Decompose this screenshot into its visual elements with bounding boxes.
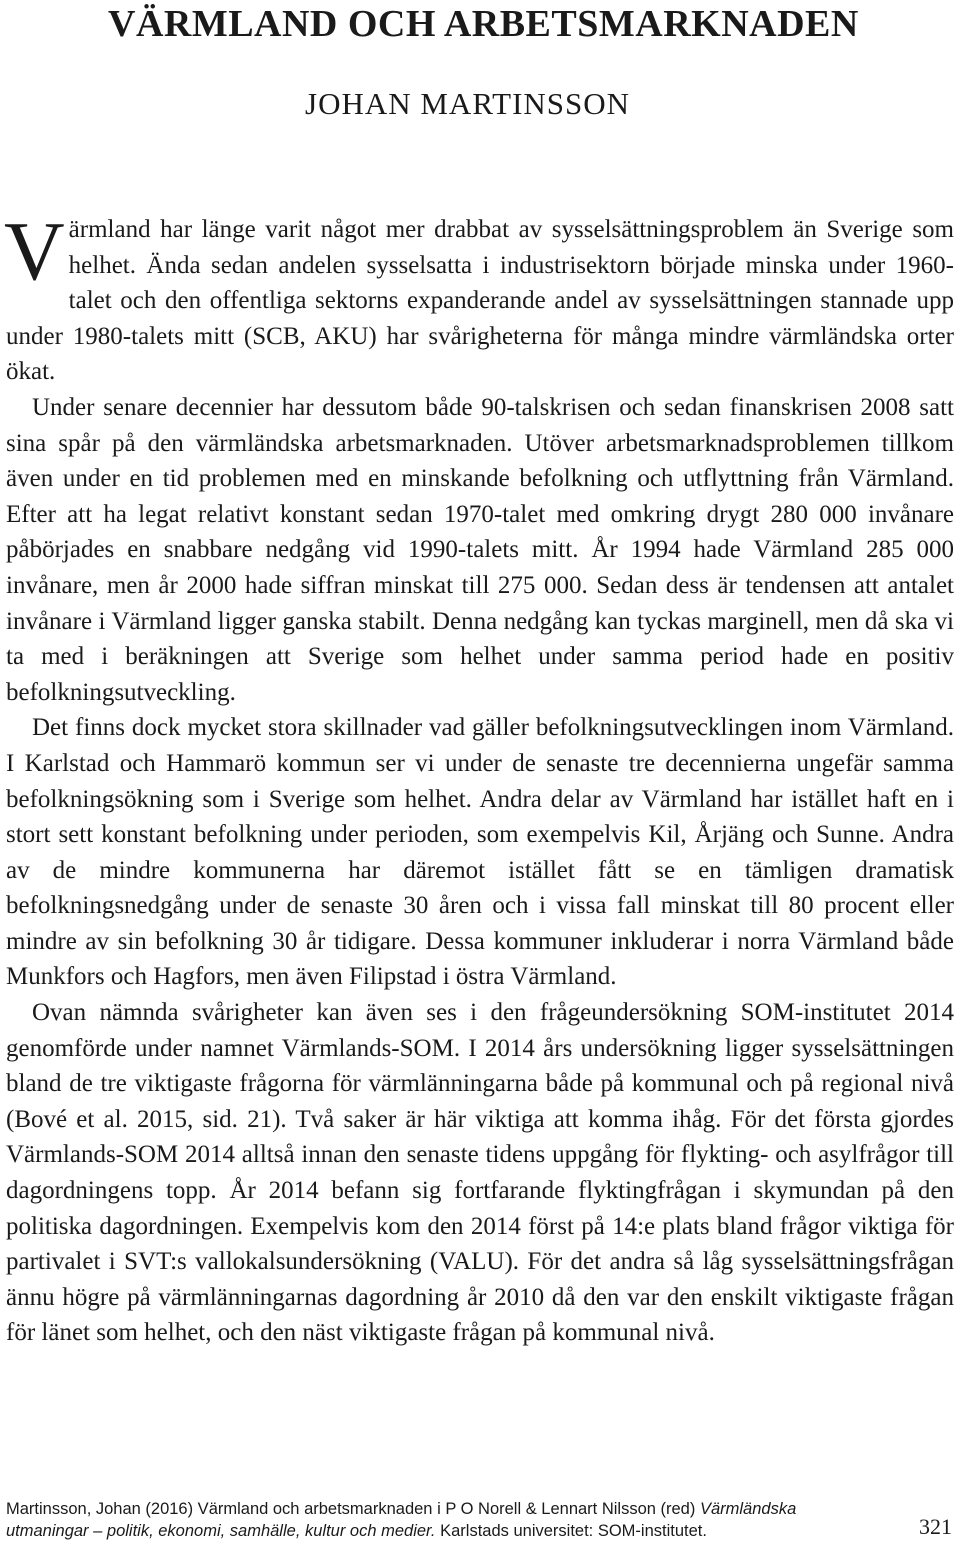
- citation-footer: [6, 1498, 906, 1542]
- chapter-title: VÄRMLAND OCH ARBETSMARKNADEN: [108, 3, 859, 45]
- body-text: [4, 205, 954, 1351]
- drop-cap: V: [4, 205, 65, 298]
- citation-book-title-2: utmaningar – politik, ekonomi, samhälle, kultur och medier.: [6, 1522, 436, 1540]
- page-number: 321: [919, 1514, 952, 1539]
- paragraph-1: [4, 205, 954, 390]
- paragraph-3: Det finns dock mycket stora skillnader vad gäller befolkningsutvecklingen inom Värmland. I Karlstad och Hammarö kommun ser vi under de senaste tre decennierna ungefär samma befolkningsökning som i Sverige som helhet. Andra delar av Värmland har istället haft en i stort sett konstant befolkning under perioden, som exempelvis Kil, Årjäng och Sunne. Andra av de mindre kommunerna har däremot istället fått se en tämligen dramatisk befolkningsnedgång under de senaste 30 åren och i vissa fall minskat till 80 procent eller mindre av sin befolkning 30 år tidigare. Dessa kommuner inkluderar i norra Värmland både Munkfors och Hagfors, men även Filipstad i östra Värmland.: [6, 714, 954, 991]
- citation-publisher: Karlstads universitet: SOM-institutet.: [435, 1522, 707, 1540]
- citation-book-title-1: Värmländska: [699, 1500, 797, 1518]
- paragraph-2: Under senare decennier har dessutom både 90-talskrisen och sedan finanskrisen 2008 satt sina spår på den värmländska arbetsmarknaden. Utöver arbetsmarknadsproblemen tillkom även under en tid problemen med en minskande befolkning och utflyttning från Värmland. Efter att ha legat relativt konstant sedan 1970-talet med omkring drygt 280 000 invånare påbörjades en snabbare nedgång vid 1990-talets mitt. År 1994 hade Värmland 285 000 invånare, men år 2000 hade siffran minskat till 275 000. Sedan dess är tendensen att antalet invånare i Värmland ligger ganska stabilt. Denna nedgång kan tyckas marginell, men då ska vi ta med i beräkningen att Sverige som helhet under samma period hade en positiv befolkningsutveckling.: [6, 393, 954, 706]
- paragraph-1-text: ärmland har länge varit något mer drabbat av sysselsättningsproblem än Sverige som helhet. Ända sedan andelen sysselsatta i industrisektorn började minska under 1960-talet och den offentliga sektorns expanderande andel av sysselsättningen stannade upp under 1980-talets mitt (SCB, AKU) har svårigheterna för många mindre värmländska orter ökat.: [6, 216, 954, 386]
- citation-line-1: [6, 1498, 906, 1520]
- citation-line-2: [6, 1520, 906, 1542]
- citation-prefix: Martinsson, Johan (2016) Värmland och arbetsmarknaden i P O Norell & Lennart Nilsson (red): [6, 1500, 700, 1518]
- paragraph-4: Ovan nämnda svårigheter kan även ses i den frågeundersökning SOM-institutet 2014 genomförde under namnet Värmlands-SOM. I 2014 års undersökning ligger sysselsättningen bland de tre viktigaste frågorna för värmlänningarna både på kommunal och på regional nivå (Bové et al. 2015, sid. 21). Två saker är här viktiga att komma ihåg. För det första gjordes Värmlands-SOM 2014 alltså innan den senaste tidens uppgång för flykting- och asylfrågor till dagordningens topp. År 2014 befann sig fortfarande flyktingfrågan i skymundan på den politiska dagordningen. Exempelvis kom den 2014 först på 14:e plats bland frågor viktiga för partivalet i SVT:s vallokalsundersökning (VALU). För det andra så låg sysselsättningsfrågan ännu högre på värmlänningarnas dagordning år 2010 då den var den enskilt viktigaste frågan för länet som helhet, och den näst viktigaste frågan på kommunal nivå.: [6, 999, 954, 1347]
- author-name: JOHAN MARTINSSON: [305, 86, 631, 121]
